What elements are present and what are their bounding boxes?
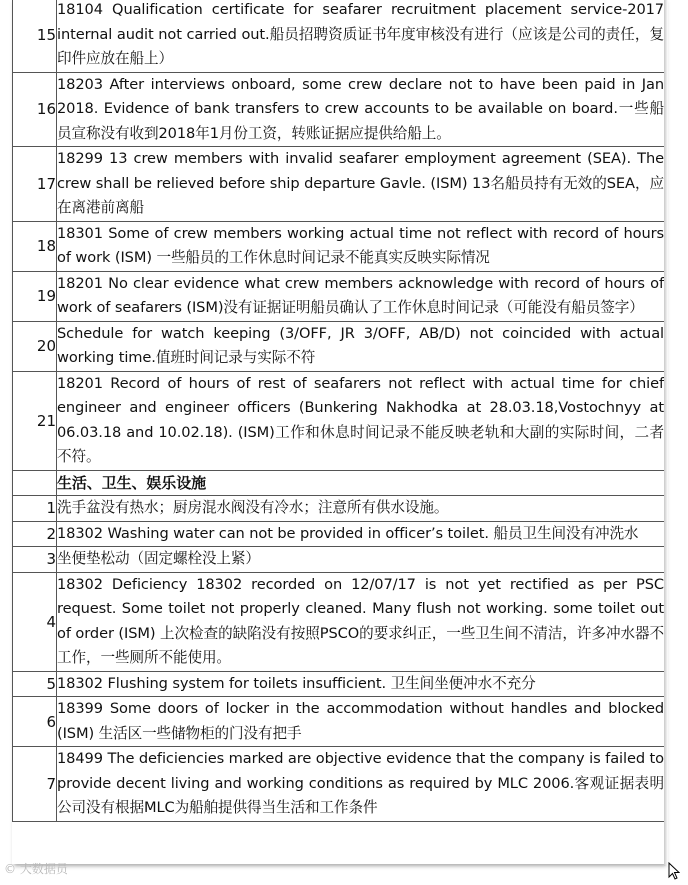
table-row — [13, 321, 665, 371]
row-number: 15 — [13, 0, 57, 72]
deficiency-text: 18201 Record of hours of rest of seafarers not reflect with actual time for chief engineer and engineer officers (Bunkering Nakhodka at 28.03.18,Vostochnyy at 06.03.18 and 10.02.18). (ISM)工作和休息时间记录不能反映老轨和大副的实际时间，二者不符。 — [57, 371, 665, 470]
page-shadow — [664, 0, 668, 866]
table-row — [13, 671, 665, 697]
table-row — [13, 147, 665, 222]
row-number: 6 — [13, 697, 57, 747]
deficiency-table — [12, 0, 664, 822]
table-row — [13, 371, 665, 470]
deficiency-text: 18302 Flushing system for toilets insufficient. 卫生间坐便冲水不充分 — [57, 671, 665, 697]
table-row — [13, 521, 665, 547]
deficiency-table-page — [12, 0, 664, 864]
row-number: 20 — [13, 321, 57, 371]
watermark-text: © 大数据员 — [4, 862, 68, 876]
deficiency-text: 洗手盆没有热水；厨房混水阀没有冷水；注意所有供水设施。 — [57, 496, 665, 522]
row-number: 21 — [13, 371, 57, 470]
table-row — [13, 547, 665, 573]
row-number: 3 — [13, 547, 57, 573]
deficiency-text: 18201 No clear evidence what crew members acknowledge with record of hours of work of seafarers (ISM)没有证据证明船员确认了工作休息时间记录（可能没有船员签字） — [57, 271, 665, 321]
row-number: 1 — [13, 496, 57, 522]
row-number: 4 — [13, 572, 57, 671]
table-row — [13, 572, 665, 671]
row-number: 5 — [13, 671, 57, 697]
section-heading: 生活、卫生、娱乐设施 — [57, 470, 665, 496]
row-number: 19 — [13, 271, 57, 321]
table-row — [13, 271, 665, 321]
deficiency-text: 18302 Washing water can not be provided in officer’s toilet. 船员卫生间没有冲洗水 — [57, 521, 665, 547]
deficiency-text: 18203 After interviews onboard, some crew declare not to have been paid in Jan 2018. Evidence of bank transfers to crew accounts to be available on board.一些船员宣称没有收到2018年1月份工资，转账证据应提供给船上。 — [57, 72, 665, 147]
deficiency-text: 18399 Some doors of locker in the accommodation without handles and blocked (ISM) 生活区一些储物柜的门没有把手 — [57, 697, 665, 747]
table-row — [13, 72, 665, 147]
table-row — [13, 0, 665, 72]
section-heading-row — [13, 470, 665, 496]
row-number: 18 — [13, 221, 57, 271]
row-number — [13, 470, 57, 496]
table-row — [13, 697, 665, 747]
table-row — [13, 747, 665, 822]
deficiency-text: 18302 Deficiency 18302 recorded on 12/07/17 is not yet rectified as per PSC request. Some toilet not properly cleaned. Many flush not working. some toilet out of order (ISM) 上次检查的缺陷没有按照PSCO的要求纠正，一些卫生间不清洁，许多冲水器不工作，一些厕所不能使用。 — [57, 572, 665, 671]
table-row — [13, 221, 665, 271]
deficiency-text: 18299 13 crew members with invalid seafarer employment agreement (SEA). The crew shall be relieved before ship departure Gavle. (ISM) 13名船员持有无效的SEA，应在离港前离船 — [57, 147, 665, 222]
deficiency-text: 坐便垫松动（固定螺栓没上紧） — [57, 547, 665, 573]
table-row — [13, 496, 665, 522]
deficiency-text: 18499 The deficiencies marked are objective evidence that the company is failed to provide decent living and working conditions as required by MLC 2006.客观证据表明公司没有根据MLC为船舶提供得当生活和工作条件 — [57, 747, 665, 822]
row-number: 2 — [13, 521, 57, 547]
row-number: 7 — [13, 747, 57, 822]
mouse-cursor-icon — [668, 862, 680, 880]
deficiency-text: 18104 Qualification certificate for seafarer recruitment placement service-2017 internal audit not carried out.船员招聘资质证书年度审核没有进行（应该是公司的责任，复印件应放在船上） — [57, 0, 665, 72]
row-number: 17 — [13, 147, 57, 222]
deficiency-text: 18301 Some of crew members working actual time not reflect with record of hours of work (ISM) 一些船员的工作休息时间记录不能真实反映实际情况 — [57, 221, 665, 271]
row-number: 16 — [13, 72, 57, 147]
deficiency-text: Schedule for watch keeping (3/OFF, JR 3/OFF, AB/D) not coincided with actual working time.值班时间记录与实际不符 — [57, 321, 665, 371]
